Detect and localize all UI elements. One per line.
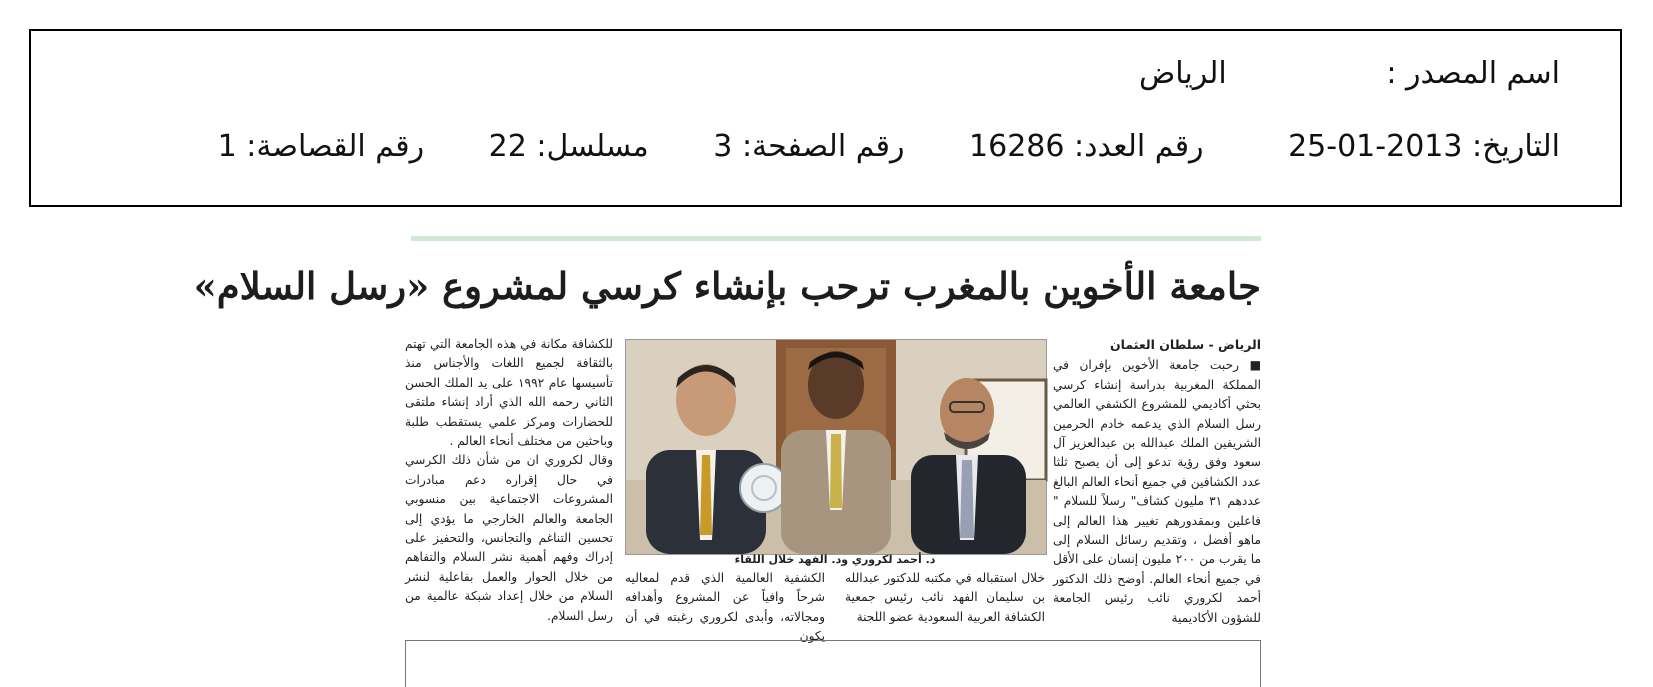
article-paragraph: ■ رحبت جامعة الأخوين بإفران في المملكة المغربية بدراسة إنشاء كرسي بحثي أكاديمي للمشروع الكشفي العالمي رسل السلام الذي يدعمه خادم الحرمين الشريفين الملك عبدالله بن عبدالعزيز آل سعود وفق رؤية تدعو إلى أن يصبح ثلثا عدد الكشافين في جميع أنحاء العالم البالغ عددهم ٣١ مليون كشاف" رسلاً للسلام " فاعلين وبمقدورهم تغيير هذا العالم إلى ماهو أفضل ، وتقديم رسائل السلام إلى ما يقرب من ٢٠٠ مليون إنسان على الأقل في جميع أنحاء العالم. أوضح ذلك الدكتور أحمد لكروري نائب رئيس الجامعة للشؤون الأكاديمية xyxy=(1053,358,1261,625)
clip-pair xyxy=(218,129,424,165)
details-row xyxy=(218,129,1560,165)
clip-value: 1 xyxy=(217,129,237,164)
date-value: 2013-01-25 xyxy=(1288,129,1463,164)
page-label: رقم الصفحة: xyxy=(741,129,905,164)
article-paragraph: الكشفية العالمية الذي قدم لمعاليه شرحاً وافياً عن المشروع وأهدافه ومجالاته، وأبدى لكروري رغبته في أن يكون xyxy=(625,571,825,644)
article-paragraph: خلال استقباله في مكتبه للدكتور عبدالله بن سليمان الفهد نائب رئيس جمعية الكشافة العربية السعودية عضو اللجنة xyxy=(845,571,1045,624)
article-headline: جامعة الأخوين بالمغرب ترحب بإنشاء كرسي لمشروع «رسل السلام» xyxy=(193,264,1261,308)
photo-illustration xyxy=(626,340,1046,554)
serial-pair xyxy=(489,129,649,165)
article-column-bottom-right xyxy=(845,569,1045,627)
newspaper-clipping xyxy=(193,236,1261,682)
source-pair xyxy=(1386,56,1560,92)
article-column-bottom-left xyxy=(625,569,825,647)
metadata-box xyxy=(29,29,1622,207)
issue-pair xyxy=(969,129,1203,165)
article-column-right xyxy=(1053,335,1261,628)
serial-label: مسلسل: xyxy=(536,129,649,164)
source-value: الرياض xyxy=(1138,56,1227,91)
photo-caption: د. أحمد لكروري ود. الفهد خلال اللقاء xyxy=(734,553,936,566)
article-column-left xyxy=(405,335,613,626)
date-label: التاريخ: xyxy=(1472,129,1560,164)
top-rule xyxy=(411,236,1261,241)
next-article-frame xyxy=(405,640,1261,687)
article-byline: الرياض - سلطان العثمان xyxy=(1109,337,1261,352)
source-label: اسم المصدر : xyxy=(1386,56,1560,91)
source-row xyxy=(1139,56,1560,92)
article-paragraph: وقال لكروري ان من شأن ذلك الكرسي في حال إقراره دعم مبادرات المشروعات الاجتماعية بين منسوبي الجامعة والعالم الخارجي ما يؤدي إلى تحسين التناغم والتجانس، والتحفيز على إدراك وفهم أهمية نشر السلام والتفاهم من خلال الحوار والعمل بفاعلية لنشر السلام من خلال إعداد شبكة عالمية من رسل السلام. xyxy=(405,453,613,623)
page-value: 3 xyxy=(713,129,733,164)
article-paragraph: للكشافة مكانة في هذه الجامعة التي تهتم بالثقافة لجميع اللغات والأجناس منذ تأسيسها عام ١٩٩٢ على يد الملك الحسن الثاني رحمه الله الذي أراد إنشاء ملتقى للحضارات ومركز علمي يستقطب طلبة وباحثين من مختلف أنحاء العالم . xyxy=(405,337,613,449)
date-pair xyxy=(1288,129,1560,165)
clip-label: رقم القصاصة: xyxy=(246,129,425,164)
issue-value: 16286 xyxy=(969,129,1065,164)
page-pair xyxy=(713,129,904,165)
issue-label: رقم العدد: xyxy=(1074,129,1204,164)
article-photo xyxy=(625,339,1047,555)
serial-value: 22 xyxy=(488,129,527,164)
